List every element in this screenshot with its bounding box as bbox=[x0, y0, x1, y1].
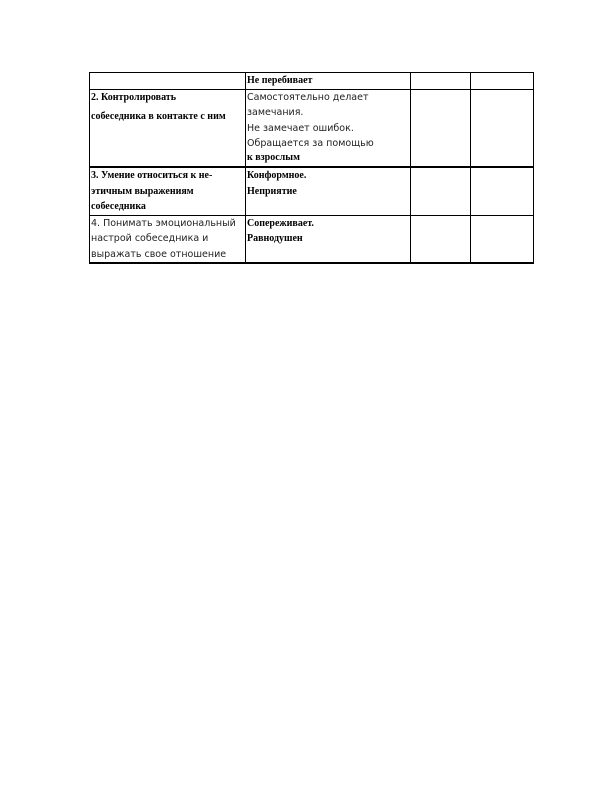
criterion-cell bbox=[90, 167, 246, 215]
indicator-line: Конформное. bbox=[247, 170, 307, 181]
criterion-line: выражать свое отношение bbox=[91, 248, 227, 260]
table-row bbox=[90, 73, 534, 90]
evaluation-table bbox=[89, 72, 534, 264]
criterion-line: 2. Контролировать bbox=[91, 91, 177, 103]
indicator-line: Равнодушен bbox=[247, 233, 303, 244]
criterion-cell bbox=[90, 215, 246, 263]
indicator-line: к взрослым bbox=[247, 151, 300, 163]
criterion-line: настрой собеседника и bbox=[91, 233, 209, 244]
indicator-line: замечания. bbox=[247, 107, 304, 118]
indicator-line: Не замечает ошибок. bbox=[247, 122, 354, 134]
table-row bbox=[90, 167, 534, 215]
score-cell bbox=[471, 215, 534, 263]
indicator-cell bbox=[246, 215, 411, 263]
score-cell bbox=[411, 215, 471, 263]
criterion-line: 4. Понимать эмоциональный bbox=[91, 217, 236, 229]
score-cell bbox=[471, 89, 534, 167]
criterion-line: этичным выражениям bbox=[91, 185, 194, 197]
table-row bbox=[90, 215, 534, 263]
criterion-cell bbox=[90, 89, 246, 167]
indicator-line: Не перебивает bbox=[247, 75, 313, 86]
indicator-line: Самостоятельно делает bbox=[247, 91, 369, 103]
criterion-line: собеседника в контакте с ним bbox=[91, 111, 226, 122]
indicator-line: Обращается за помощью bbox=[247, 138, 374, 149]
score-cell bbox=[411, 167, 471, 215]
criterion-line: собеседника bbox=[91, 201, 146, 212]
indicator-cell bbox=[246, 167, 411, 215]
score-cell bbox=[471, 167, 534, 215]
indicator-cell bbox=[246, 73, 411, 90]
score-cell bbox=[411, 73, 471, 90]
score-cell bbox=[471, 73, 534, 90]
table-row bbox=[90, 89, 534, 167]
indicator-cell bbox=[246, 89, 411, 167]
score-cell bbox=[411, 89, 471, 167]
criterion-line: 3. Умение относиться к не- bbox=[91, 170, 213, 181]
indicator-line: Сопереживает. bbox=[247, 217, 314, 229]
criterion-cell bbox=[90, 73, 246, 90]
indicator-line: Неприятие bbox=[247, 185, 297, 197]
